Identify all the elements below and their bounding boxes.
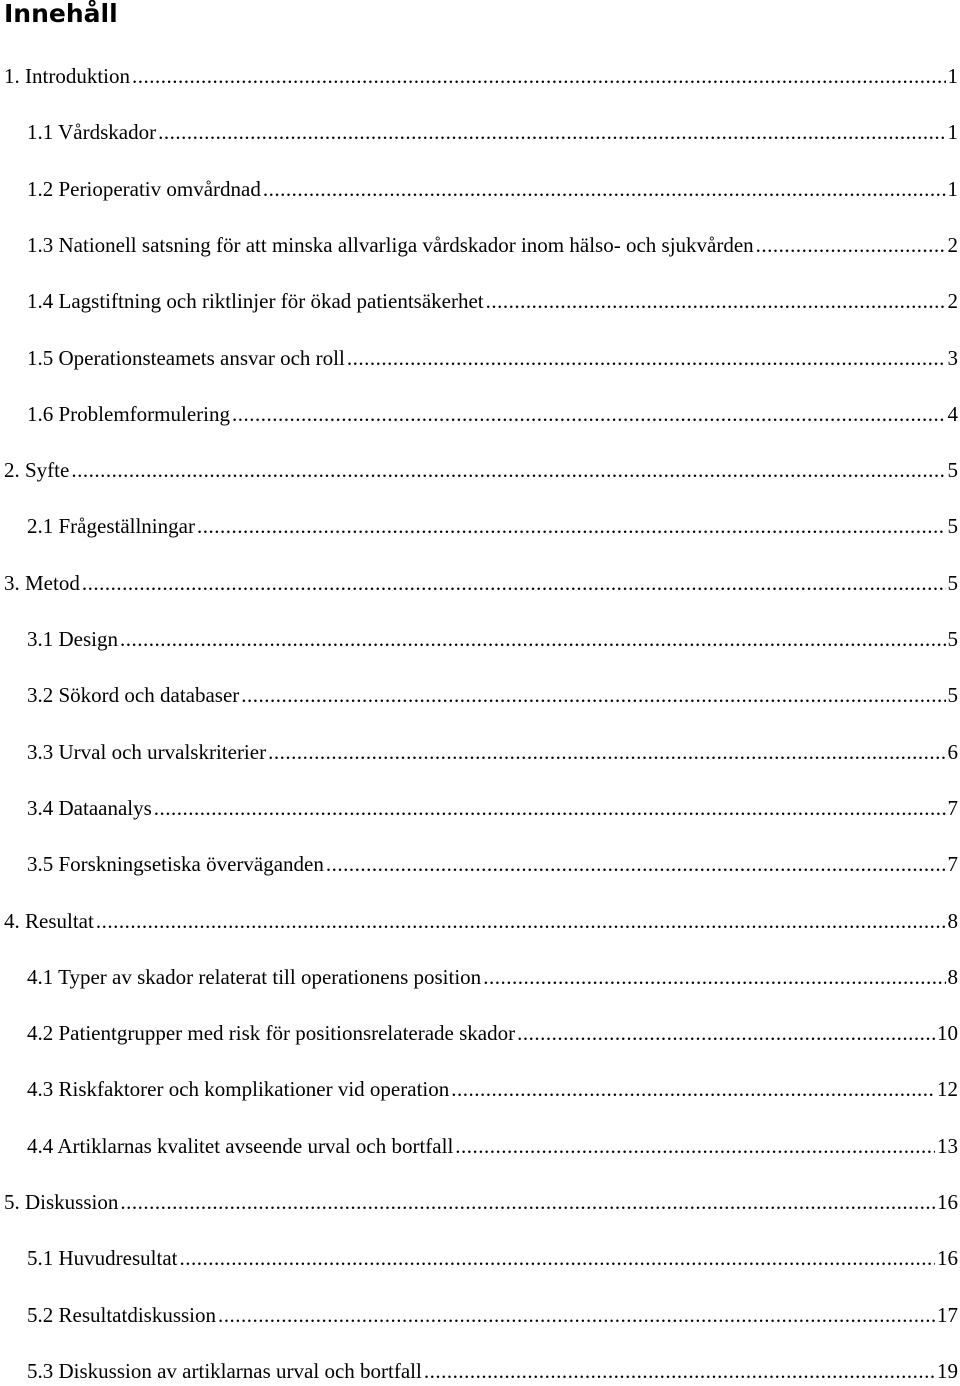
toc-dot-leader (96, 906, 946, 936)
toc-entry-label: 4. Resultat (4, 909, 94, 933)
toc-dot-leader (263, 174, 946, 204)
toc-entry-page-number: 5 (947, 514, 958, 538)
toc-entry[interactable] (0, 1074, 958, 1104)
toc-entry-page-number: 5 (947, 571, 958, 595)
toc-entry[interactable] (0, 737, 958, 767)
toc-entry-label: 3.2 Sökord och databaser (27, 683, 240, 707)
toc-entry-page-number: 2 (947, 233, 958, 257)
toc-entry-label: 1.4 Lagstiftning och riktlinjer för ökad patientsäkerhet (27, 289, 484, 313)
toc-entry-label: 3.1 Design (27, 627, 118, 651)
toc-entry-page-number: 17 (937, 1303, 958, 1327)
toc-entry-page-number: 3 (947, 346, 958, 370)
toc-dot-leader (241, 680, 945, 710)
toc-entry-page-number: 1 (947, 177, 958, 201)
toc-entry-label: 1.2 Perioperativ omvårdnad (27, 177, 261, 201)
toc-dot-leader (179, 1243, 935, 1273)
toc-entry-page-number: 13 (937, 1134, 958, 1158)
toc-dot-leader (451, 1074, 935, 1104)
toc-entry[interactable] (0, 849, 958, 879)
toc-entry-page-number: 16 (937, 1246, 958, 1270)
toc-entry-page-number: 1 (947, 120, 958, 144)
toc-entry-label: 3.3 Urval och urvalskriterier (27, 740, 267, 764)
toc-entry-page-number: 6 (947, 740, 958, 764)
toc-dot-leader (232, 399, 946, 429)
toc-entry-page-number: 4 (947, 402, 958, 426)
toc-dot-leader (132, 61, 946, 91)
toc-entry-label: 4.1 Typer av skador relaterat till operationens position (27, 965, 482, 989)
toc-dot-leader (486, 286, 946, 316)
toc-entry-label: 1.3 Nationell satsning för att minska allvarliga vårdskador inom hälso- och sjukvården (27, 233, 754, 257)
toc-entry-page-number: 1 (947, 64, 958, 88)
toc-entry[interactable] (0, 117, 958, 147)
toc-entry[interactable] (0, 568, 958, 598)
toc-entry-page-number: 8 (947, 909, 958, 933)
toc-entry-page-number: 12 (937, 1077, 958, 1101)
toc-entry-label: 1. Introduktion (4, 64, 130, 88)
toc-entry-label: 1.5 Operationsteamets ansvar och roll (27, 346, 345, 370)
toc-entry[interactable] (0, 1300, 958, 1330)
toc-dot-leader (268, 737, 945, 767)
toc-entry[interactable] (0, 455, 958, 485)
toc-entry[interactable] (0, 793, 958, 823)
toc-dot-leader (197, 511, 946, 541)
toc-entry-label: 5.2 Resultatdiskussion (27, 1303, 217, 1327)
toc-dot-leader (82, 568, 946, 598)
toc-dot-leader (756, 230, 946, 260)
toc-entry-label: 3. Metod (4, 571, 80, 595)
toc-dot-leader (424, 1356, 935, 1386)
toc-entry[interactable] (0, 511, 958, 541)
toc-entry-page-number: 16 (937, 1190, 958, 1214)
toc-entry[interactable] (0, 174, 958, 204)
toc-entry-page-number: 7 (947, 852, 958, 876)
toc-dot-leader (158, 117, 945, 147)
toc-dot-leader (120, 624, 946, 654)
toc-entry-page-number: 10 (937, 1021, 958, 1045)
toc-entry-label: 4.2 Patientgrupper med risk för positionsrelaterade skador (27, 1021, 516, 1045)
toc-entry[interactable] (0, 1187, 958, 1217)
toc-entry[interactable] (0, 624, 958, 654)
toc-dot-leader (71, 455, 945, 485)
toc-entry[interactable] (0, 399, 958, 429)
toc-entry[interactable] (0, 230, 958, 260)
toc-dot-leader (455, 1131, 935, 1161)
toc-entry[interactable] (0, 680, 958, 710)
toc-entry[interactable] (0, 1243, 958, 1273)
toc-entry[interactable] (0, 61, 958, 91)
toc-dot-leader (347, 343, 946, 373)
toc-entry-label: 3.4 Dataanalys (27, 796, 152, 820)
toc-entry[interactable] (0, 1356, 958, 1386)
toc-entry[interactable] (0, 343, 958, 373)
toc-entry-label: 5.1 Huvudresultat (27, 1246, 178, 1270)
toc-entry-page-number: 5 (947, 683, 958, 707)
toc-entry-label: 2.1 Frågeställningar (27, 514, 195, 538)
toc-entry[interactable] (0, 1018, 958, 1048)
toc-entry-label: 4.4 Artiklarnas kvalitet avseende urval och bortfall (27, 1134, 454, 1158)
toc-entry-page-number: 19 (937, 1359, 958, 1383)
toc-dot-leader (517, 1018, 935, 1048)
toc-entry-page-number: 5 (947, 627, 958, 651)
toc-dot-leader (120, 1187, 935, 1217)
toc-entry-page-number: 5 (947, 458, 958, 482)
toc-entry-label: 3.5 Forskningsetiska överväganden (27, 852, 324, 876)
toc-entry-page-number: 2 (947, 289, 958, 313)
toc-entry[interactable] (0, 1131, 958, 1161)
toc-entry-label: 4.3 Riskfaktorer och komplikationer vid operation (27, 1077, 450, 1101)
toc-entry[interactable] (0, 286, 958, 316)
toc-entry-label: 5. Diskussion (4, 1190, 119, 1214)
toc-entry-label: 1.1 Vårdskador (27, 120, 157, 144)
toc-entry-label: 1.6 Problemformulering (27, 402, 230, 426)
toc-dot-leader (326, 849, 946, 879)
toc-entry-label: 5.3 Diskussion av artiklarnas urval och bortfall (27, 1359, 422, 1383)
toc-entry-page-number: 8 (947, 965, 958, 989)
toc-entry[interactable] (0, 906, 958, 936)
toc-dot-leader (218, 1300, 935, 1330)
toc-entry-page-number: 7 (947, 796, 958, 820)
toc-entry-label: 2. Syfte (4, 458, 70, 482)
toc-entry[interactable] (0, 962, 958, 992)
toc-dot-leader (154, 793, 946, 823)
toc-dot-leader (483, 962, 945, 992)
page-title: Innehåll (4, 0, 118, 28)
